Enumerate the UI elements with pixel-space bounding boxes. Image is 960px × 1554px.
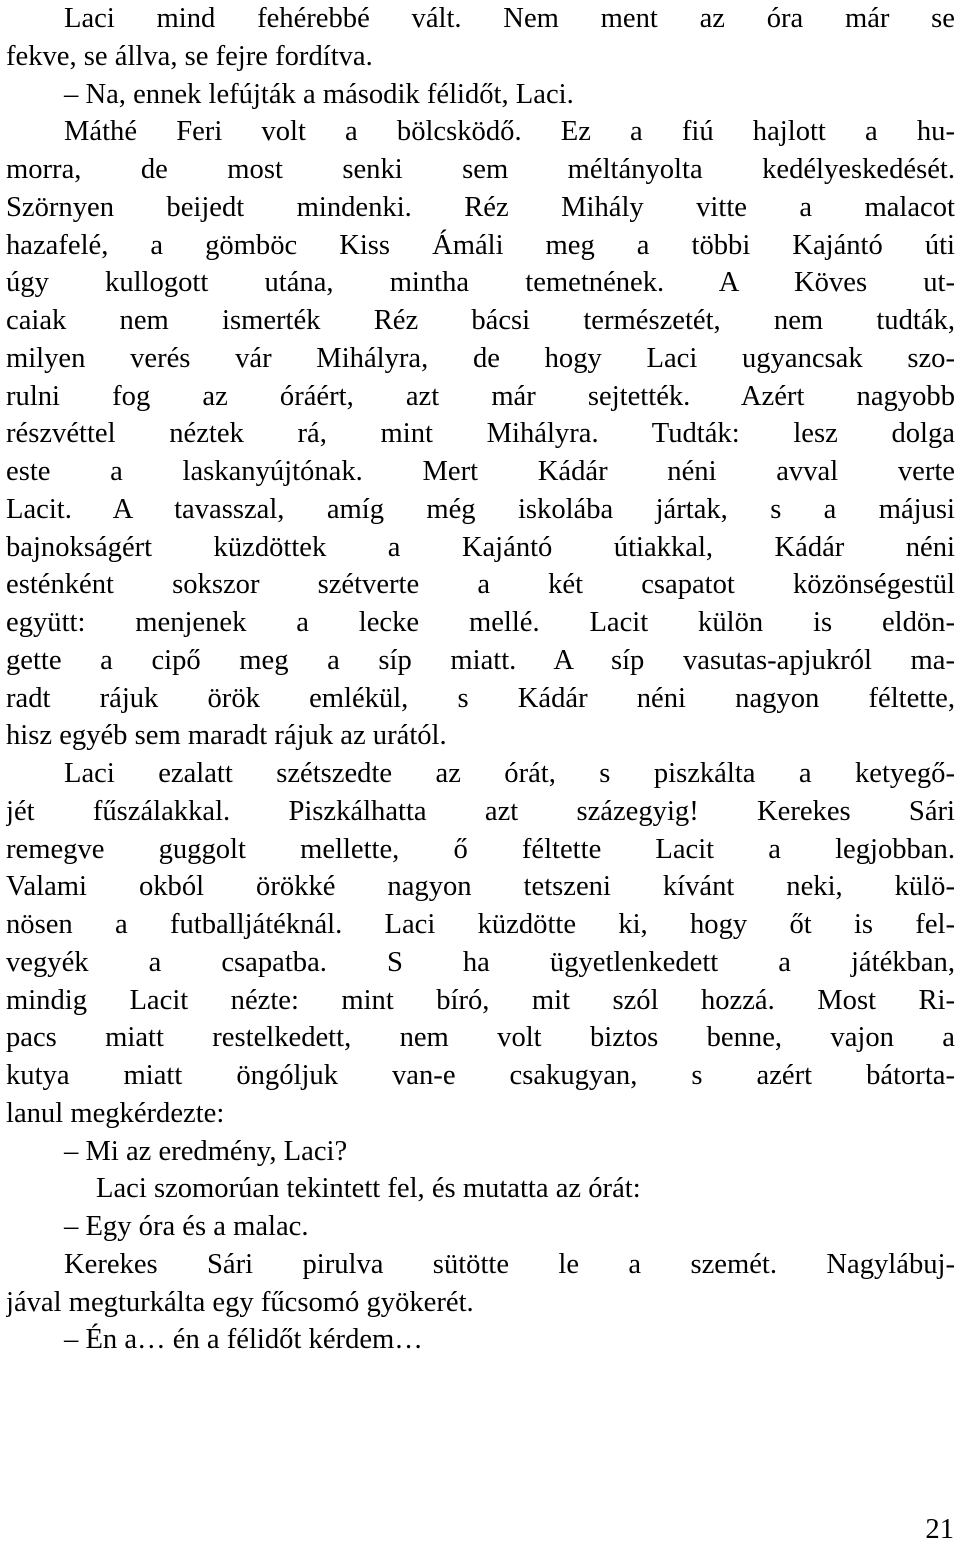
text-line: részvéttel néztek rá, mint Mihályra. Tudták: lesz dolga bbox=[6, 418, 955, 450]
text-line: caiak nem ismerték Réz bácsi természetét, nem tudták, bbox=[6, 305, 955, 336]
text-line: gette a cipő meg a síp miatt. A síp vasutas-apjukról ma- bbox=[6, 644, 955, 676]
text-line: Laci ezalatt szétszedte az órát, s piszkálta a ketyegő- bbox=[64, 758, 955, 789]
text-line: pacs miatt restelkedett, nem volt biztos benne, vajon a bbox=[6, 1022, 955, 1054]
text-line: lanul megkérdezte: bbox=[6, 1097, 225, 1129]
text-line: Valami okból örökké nagyon tetszeni kívánt neki, külö- bbox=[6, 871, 955, 903]
text-line: bajnokságért küzdöttek a Kajántó útiakkal, Kádár néni bbox=[6, 531, 955, 563]
text-line: nösen a futballjátéknál. Laci küzdötte ki, hogy őt is fel- bbox=[6, 909, 955, 940]
text-line: este a laskanyújtónak. Mert Kádár néni avval verte bbox=[6, 456, 955, 487]
page-number: 21 bbox=[925, 1514, 954, 1545]
text-line: esténként sokszor szétverte a két csapatot közönségestül bbox=[6, 569, 955, 601]
text-line: jával megturkálta egy fűcsomó gyökerét. bbox=[6, 1286, 474, 1318]
text-line: Laci mind fehérebbé vált. Nem ment az óra már se bbox=[64, 3, 955, 34]
text-line: vegyék a csapatba. S ha ügyetlenkedett a játékban, bbox=[6, 946, 955, 978]
text-line: úgy kullogott utána, mintha temetnének. A Köves ut- bbox=[6, 267, 955, 299]
text-line: mindig Lacit nézte: mint bíró, mit szól hozzá. Most Ri- bbox=[6, 984, 955, 1016]
text-line: morra, de most senki sem méltányolta kedélyeskedését. bbox=[6, 154, 955, 185]
text-line: Kerekes Sári pirulva sütötte le a szemét. Nagylábuj- bbox=[64, 1248, 955, 1280]
text-line: hisz egyéb sem maradt rájuk az urától. bbox=[6, 720, 447, 752]
text-line: radt rájuk örök emlékül, s Kádár néni nagyon féltette, bbox=[6, 682, 955, 714]
dialogue-line: – Na, ennek lefújták a második félidőt, Laci. bbox=[64, 78, 574, 110]
text-line: Máthé Feri volt a bölcsködő. Ez a fiú hajlott a hu- bbox=[64, 116, 955, 148]
text-line: hazafelé, a gömböc Kiss Ámáli meg a többi Kajántó úti bbox=[6, 229, 955, 261]
text-line: remegve guggolt mellette, ő féltette Lacit a legjobban. bbox=[6, 833, 955, 865]
text-line: Lacit. A tavasszal, amíg még iskolába jártak, s a májusi bbox=[6, 493, 955, 525]
text-line: fekve, se állva, se fejre fordítva. bbox=[6, 40, 373, 72]
text-line: jét fűszálakkal. Piszkálhatta azt százegyig! Kerekes Sári bbox=[6, 795, 955, 827]
text-line: milyen verés vár Mihályra, de hogy Laci ugyancsak szo- bbox=[6, 342, 955, 374]
text-line: Laci szomorúan tekintett fel, és mutatta az órát: bbox=[96, 1173, 641, 1205]
text-line: kutya miatt öngóljuk van-e csakugyan, s azért bátorta- bbox=[6, 1060, 955, 1091]
dialogue-line: – Én a… én a félidőt kérdem… bbox=[64, 1324, 423, 1356]
text-line: Szörnyen beijedt mindenki. Réz Mihály vitte a malacot bbox=[6, 191, 955, 223]
dialogue-line: – Egy óra és a malac. bbox=[64, 1211, 309, 1242]
body-text bbox=[6, 0, 955, 1359]
dialogue-line: – Mi az eredmény, Laci? bbox=[64, 1135, 348, 1167]
text-line: együtt: menjenek a lecke mellé. Lacit külön is eldön- bbox=[6, 607, 955, 638]
text-line: rulni fog az óráért, azt már sejtették. Azért nagyobb bbox=[6, 380, 955, 412]
